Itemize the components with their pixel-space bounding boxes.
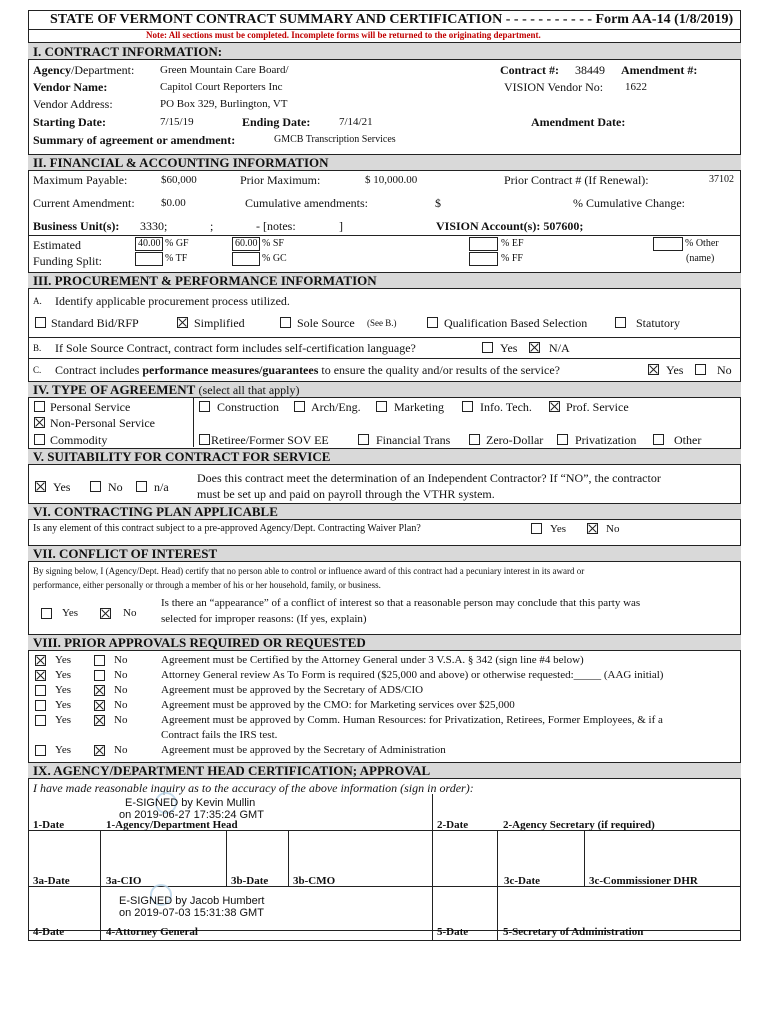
date-3b-label: 3b-Date <box>231 875 269 887</box>
tf-label: % TF <box>165 253 188 264</box>
approval-ads-no-checkbox[interactable] <box>94 685 105 696</box>
approval-hr-no-checkbox[interactable] <box>94 715 105 726</box>
contractor-yes-checkbox[interactable] <box>35 481 46 492</box>
vendor-name-label: Vendor Name: <box>33 80 108 94</box>
section-3-title: III. PROCUREMENT & PERFORMANCE INFORMATION <box>33 273 377 288</box>
commodity-label: Commodity <box>50 433 108 447</box>
starting-date-value: 7/15/19 <box>160 116 194 128</box>
gf-field[interactable]: 40.00 <box>135 237 163 251</box>
gc-field[interactable] <box>232 252 260 266</box>
other-type-label: Other <box>674 433 702 447</box>
starting-date-label: Starting Date: <box>33 115 106 129</box>
estimated-label: Estimated <box>33 238 81 252</box>
performance-no-label: No <box>717 363 732 377</box>
item-c-text: Contract includes performance measures/guarantees to ensure the quality and/or results of the service? <box>55 363 560 377</box>
conflict-yes-checkbox[interactable] <box>41 608 52 619</box>
ff-label: % FF <box>501 253 523 264</box>
waiver-plan-no-checkbox[interactable] <box>587 523 598 534</box>
attorney-general-label: 4-Attorney General <box>106 926 198 938</box>
approval-cmo-yes-checkbox[interactable] <box>35 700 46 711</box>
personal-service-checkbox[interactable] <box>34 401 45 412</box>
sole-source-yes-label: Yes <box>500 341 518 355</box>
commodity-checkbox[interactable] <box>34 434 45 445</box>
business-unit-value: 3330; <box>140 219 168 233</box>
notes-end: ] <box>339 219 343 233</box>
section-4-title: IV. TYPE OF AGREEMENT (select all that apply) <box>33 382 300 397</box>
info-tech-checkbox[interactable] <box>462 401 473 412</box>
conflict-question-1: Is there an “appearance” of a conflict of interest so that a reasonable person may conclude that this party was <box>161 597 641 609</box>
cmo-label: 3b-CMO <box>293 875 336 887</box>
vendor-address-label: Vendor Address: <box>33 97 113 111</box>
date-1-label: 1-Date <box>33 819 65 831</box>
esign-2-line-2: on 2019-07-03 15:31:38 GMT <box>119 907 264 919</box>
other-label: % Other <box>685 238 719 249</box>
summary-label: Summary of agreement or amendment: <box>33 133 236 147</box>
retiree-checkbox[interactable] <box>199 434 210 445</box>
approval-yes-label: Yes <box>55 744 72 756</box>
ff-field[interactable] <box>469 252 498 266</box>
contractor-yes-label: Yes <box>53 480 71 494</box>
approval-admin-yes-checkbox[interactable] <box>35 745 46 756</box>
vision-account-label: VISION Account(s): 507600; <box>436 219 584 233</box>
statutory-label: Statutory <box>636 316 680 330</box>
section-7-title: VII. CONFLICT OF INTEREST <box>33 546 218 561</box>
privatization-label: Privatization <box>575 433 637 447</box>
funding-split-label: Funding Split: <box>33 254 103 268</box>
privatization-checkbox[interactable] <box>557 434 568 445</box>
financial-trans-checkbox[interactable] <box>358 434 369 445</box>
sole-source-note: (See B.) <box>367 318 397 328</box>
prof-service-checkbox[interactable] <box>549 401 560 412</box>
cumulative-amendments-label: Cumulative amendments: <box>245 196 368 210</box>
amendment-number-label: Amendment #: <box>621 63 698 77</box>
section-8-title: VIII. PRIOR APPROVALS REQUIRED OR REQUESTED <box>33 635 366 650</box>
agency-value: Green Mountain Care Board/ <box>160 64 289 76</box>
non-personal-service-label: Non-Personal Service <box>50 416 155 430</box>
date-5-label: 5-Date <box>437 926 469 938</box>
approval-no-label: No <box>114 654 128 666</box>
approval-ag-review-yes-checkbox[interactable] <box>35 670 46 681</box>
esign-1-line-1: E-SIGNED by Kevin Mullin <box>125 797 256 809</box>
cumulative-dollar: $ <box>435 196 441 210</box>
standard-bid-checkbox[interactable] <box>35 317 46 328</box>
contractor-na-checkbox[interactable] <box>136 481 147 492</box>
gc-label: % GC <box>262 253 287 264</box>
approval-yes-label: Yes <box>55 699 72 711</box>
business-unit-label: Business Unit(s): <box>33 219 120 233</box>
summary-value: GMCB Transcription Services <box>274 134 396 145</box>
conflict-yes-label: Yes <box>62 607 79 619</box>
vision-vendor-label: VISION Vendor No: <box>504 80 604 94</box>
prior-contract-label: Prior Contract # (If Renewal): <box>504 173 649 187</box>
certification-intro: I have made reasonable inquiry as to the accuracy of the above information (sign in order): <box>33 781 474 795</box>
section-1-title: I. CONTRACT INFORMATION: <box>33 44 223 59</box>
contract-number-value: 38449 <box>575 63 605 77</box>
tf-field[interactable] <box>135 252 163 266</box>
ending-date-label: Ending Date: <box>242 115 311 129</box>
zero-dollar-checkbox[interactable] <box>469 434 480 445</box>
form-left-border <box>28 10 29 940</box>
simplified-label: Simplified <box>194 316 245 330</box>
prior-max-value: $ 10,000.00 <box>365 174 418 186</box>
esign-2-line-1: E-SIGNED by Jacob Humbert <box>119 895 265 907</box>
date-3c-label: 3c-Date <box>504 875 541 887</box>
qualification-label: Qualification Based Selection <box>444 316 588 330</box>
commissioner-label: 3c-Commissioner DHR <box>589 875 698 887</box>
standard-bid-label: Standard Bid/RFP <box>51 316 139 330</box>
approval-no-label: No <box>114 699 128 711</box>
marketing-label: Marketing <box>394 400 444 414</box>
qualification-checkbox[interactable] <box>427 317 438 328</box>
amendment-date-label: Amendment Date: <box>531 115 626 129</box>
approval-hr-yes-checkbox[interactable] <box>35 715 46 726</box>
arch-eng-label: Arch/Eng. <box>311 400 361 414</box>
waiver-plan-no-label: No <box>606 523 620 535</box>
secretary-admin-label: 5-Secretary of Administration <box>503 926 644 938</box>
approval-admin-no-checkbox[interactable] <box>94 745 105 756</box>
other-type-checkbox[interactable] <box>653 434 664 445</box>
business-unit-separator: ; <box>210 219 214 233</box>
construction-checkbox[interactable] <box>199 401 210 412</box>
conflict-question-2: selected for improper reasons: (If yes, explain) <box>161 613 367 625</box>
approval-no-label: No <box>114 744 128 756</box>
zero-dollar-label: Zero-Dollar <box>486 433 544 447</box>
marketing-checkbox[interactable] <box>376 401 387 412</box>
ef-field[interactable] <box>469 237 498 251</box>
date-2-label: 2-Date <box>437 819 469 831</box>
sole-source-checkbox[interactable] <box>280 317 291 328</box>
form-title: STATE OF VERMONT CONTRACT SUMMARY AND CERTIFICATION - - - - - - - - - - - Form AA-14 (1/8/2019) <box>50 12 734 27</box>
date-3a-label: 3a-Date <box>33 875 70 887</box>
notes-label: - [notes: <box>256 219 296 233</box>
approval-yes-label: Yes <box>55 669 72 681</box>
personal-service-label: Personal Service <box>50 400 131 414</box>
approval-ag-certify-no-checkbox[interactable] <box>94 655 105 666</box>
contractor-no-checkbox[interactable] <box>90 481 101 492</box>
ending-date-value: 7/14/21 <box>339 116 373 128</box>
section-5-title: V. SUITABILITY FOR CONTRACT FOR SERVICE <box>33 449 331 464</box>
ef-label: % EF <box>501 238 524 249</box>
contractor-question-2: must be set up and paid on payroll through the VTHR system. <box>197 487 495 501</box>
prior-max-label: Prior Maximum: <box>240 173 321 187</box>
financial-trans-label: Financial Trans <box>376 433 451 447</box>
approval-no-label: No <box>114 684 128 696</box>
item-b-text: If Sole Source Contract, contract form includes self-certification language? <box>55 341 416 355</box>
sole-source-na-checkbox[interactable] <box>529 342 540 353</box>
esign-1-line-2: on 2019-06-27 17:35:24 GMT <box>119 809 264 821</box>
form-right-border <box>740 10 741 940</box>
performance-yes-label: Yes <box>666 363 684 377</box>
contract-number-label: Contract #: <box>500 63 559 77</box>
agency-secretary-label: 2-Agency Secretary (if required) <box>503 819 655 831</box>
vendor-name-value: Capitol Court Reporters Inc <box>160 81 283 93</box>
approval-cmo-no-checkbox[interactable] <box>94 700 105 711</box>
conflict-text-1: By signing below, I (Agency/Dept. Head) certify that no person able to control or influence award of this contract had a pecuniary interest in its award or <box>33 566 585 576</box>
approval-ads-yes-checkbox[interactable] <box>35 685 46 696</box>
agency-label: Agency/Department: <box>33 63 135 77</box>
waiver-plan-yes-label: Yes <box>550 523 567 535</box>
item-b-prefix: B. <box>33 343 42 353</box>
approval-no-label: No <box>114 669 128 681</box>
performance-yes-checkbox[interactable] <box>648 364 659 375</box>
item-a-prefix: A. <box>33 296 42 306</box>
item-c-prefix: C. <box>33 365 42 375</box>
conflict-no-label: No <box>123 607 137 619</box>
waiver-plan-question: Is any element of this contract subject to a pre-approved Agency/Dept. Contracting Waiver Plan? <box>33 523 421 534</box>
approval-item-6: Agreement must be approved by the Secretary of Administration <box>161 744 446 756</box>
construction-label: Construction <box>217 400 279 414</box>
conflict-no-checkbox[interactable] <box>100 608 111 619</box>
pct-cumulative-label: % Cumulative Change: <box>573 196 685 210</box>
non-personal-service-checkbox[interactable] <box>34 417 45 428</box>
approval-item-5-cont: Contract fails the IRS test. <box>161 729 278 741</box>
waiver-plan-yes-checkbox[interactable] <box>531 523 542 534</box>
approval-item-4: Agreement must be approved by the CMO: for Marketing services over $25,000 <box>161 699 515 711</box>
approval-item-1: Agreement must be Certified by the Attorney General under 3 V.S.A. § 342 (sign line #4 below) <box>161 654 584 666</box>
gf-label: % GF <box>165 238 189 249</box>
vision-vendor-value: 1622 <box>625 81 647 93</box>
contractor-na-label: n/a <box>154 480 169 494</box>
section-6-title: VI. CONTRACTING PLAN APPLICABLE <box>33 504 278 519</box>
conflict-text-2: performance, either personally or through a member of his or her household, family, or business. <box>33 580 381 590</box>
other-field[interactable] <box>653 237 683 251</box>
current-amendment-label: Current Amendment: <box>33 196 135 210</box>
contractor-question-1: Does this contract meet the determination of an Independent Contractor? If “NO”, the contractor <box>197 471 661 485</box>
sole-source-na-label: N/A <box>549 341 570 355</box>
approval-yes-label: Yes <box>55 654 72 666</box>
approval-item-3: Agreement must be approved by the Secretary of ADS/CIO <box>161 684 424 696</box>
approval-yes-label: Yes <box>55 714 72 726</box>
statutory-checkbox[interactable] <box>615 317 626 328</box>
prior-contract-value: 37102 <box>709 174 734 185</box>
sole-source-yes-checkbox[interactable] <box>482 342 493 353</box>
contractor-no-label: No <box>108 480 123 494</box>
prof-service-label: Prof. Service <box>566 400 629 414</box>
vendor-address-value: PO Box 329, Burlington, VT <box>160 98 288 110</box>
approval-item-2: Attorney General review As To Form is required ($25,000 and above) or otherwise requested:_____ (AAG initial) <box>161 669 664 681</box>
approval-no-label: No <box>114 714 128 726</box>
cio-label: 3a-CIO <box>106 875 142 887</box>
max-payable-value: $60,000 <box>161 174 197 186</box>
form-note: Note: All sections must be completed. Incomplete forms will be returned to the originating department. <box>146 30 541 40</box>
sf-field[interactable]: 60.00 <box>232 237 260 251</box>
item-a-text: Identify applicable procurement process utilized. <box>55 294 290 308</box>
performance-no-checkbox[interactable] <box>695 364 706 375</box>
info-tech-label: Info. Tech. <box>480 400 532 414</box>
arch-eng-checkbox[interactable] <box>294 401 305 412</box>
sole-source-label: Sole Source <box>297 316 355 330</box>
sf-label: % SF <box>262 238 284 249</box>
max-payable-label: Maximum Payable: <box>33 173 128 187</box>
section-9-title: IX. AGENCY/DEPARTMENT HEAD CERTIFICATION; APPROVAL <box>33 763 431 778</box>
retiree-label: Retiree/Former SOV EE <box>211 433 329 447</box>
date-4-label: 4-Date <box>33 926 65 938</box>
section-2-title: II. FINANCIAL & ACCOUNTING INFORMATION <box>33 155 329 170</box>
agency-head-label: 1-Agency/Department Head <box>106 819 238 831</box>
approval-yes-label: Yes <box>55 684 72 696</box>
current-amendment-value: $0.00 <box>161 197 186 209</box>
approval-item-5: Agreement must be approved by Comm. Human Resources: for Privatization, Retirees, Former Employees, & if a <box>161 714 663 726</box>
approval-ag-review-no-checkbox[interactable] <box>94 670 105 681</box>
other-name-label: (name) <box>686 253 715 264</box>
simplified-checkbox[interactable] <box>177 317 188 328</box>
approval-ag-certify-yes-checkbox[interactable] <box>35 655 46 666</box>
